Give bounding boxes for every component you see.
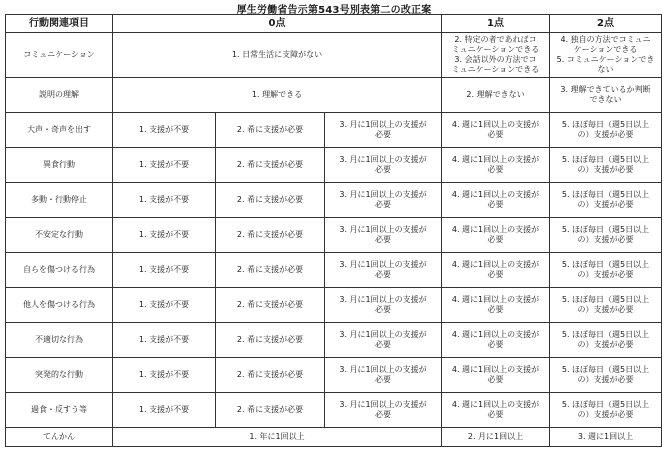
cell-score-1: 1. 支援が不要: [113, 113, 216, 148]
cell-score-4: 4. 週に1回以上の支援が 必要: [442, 183, 550, 218]
cell-score-1: 1. 支援が不要: [113, 218, 216, 253]
cell-score-2: 2. 希に支援が必要: [216, 323, 325, 358]
row-pica: [6, 148, 662, 183]
cell-score-2: 2. 希に支援が必要: [216, 218, 325, 253]
row-unstable-behavior: [6, 218, 662, 253]
row-label: 他人を傷つける行為: [6, 288, 113, 323]
cell-score-1: 1. 支援が不要: [113, 148, 216, 183]
row-hyperactivity: [6, 183, 662, 218]
cell-one: 2. 月に1回以上: [442, 428, 550, 447]
cell-score-1: 1. 支援が不要: [113, 358, 216, 393]
row-label: 大声・奇声を出す: [6, 113, 113, 148]
cell-score-2: 2. 希に支援が必要: [216, 148, 325, 183]
row-label: 不安定な行動: [6, 218, 113, 253]
row-overeating: [6, 393, 662, 428]
row-epilepsy: [6, 428, 662, 447]
cell-score-3: 3. 月に1回以上の支援が 必要: [325, 288, 442, 323]
cell-score-4: 4. 週に1回以上の支援が 必要: [442, 253, 550, 288]
row-harm-others: [6, 288, 662, 323]
header-two-points: 2点: [550, 15, 662, 33]
cell-score-3: 3. 月に1回以上の支援が 必要: [325, 393, 442, 428]
row-inappropriate-acts: [6, 323, 662, 358]
cell-score-4: 4. 週に1回以上の支援が 必要: [442, 393, 550, 428]
cell-zero: 1. 年に1回以上: [113, 428, 442, 447]
cell-score-4: 4. 週に1回以上の支援が 必要: [442, 148, 550, 183]
row-label: 異食行動: [6, 148, 113, 183]
cell-score-5: 5. ほぼ毎日（週5日以上 の）支援が必要: [550, 393, 662, 428]
cell-score-5: 5. ほぼ毎日（週5日以上 の）支援が必要: [550, 218, 662, 253]
cell-score-4: 4. 週に1回以上の支援が 必要: [442, 358, 550, 393]
cell-score-2: 2. 希に支援が必要: [216, 358, 325, 393]
row-loud-voice: [6, 113, 662, 148]
row-label: 自らを傷つける行為: [6, 253, 113, 288]
cell-one: 2. 特定の者であればコ ミュニケーションできる 3. 会話以外の方法でコ ミュニケーションできる: [442, 33, 550, 78]
cell-two: 3. 週に1回以上: [550, 428, 662, 447]
cell-score-5: 5. ほぼ毎日（週5日以上 の）支援が必要: [550, 183, 662, 218]
row-label: 突発的な行動: [6, 358, 113, 393]
cell-score-1: 1. 支援が不要: [113, 253, 216, 288]
cell-score-5: 5. ほぼ毎日（週5日以上 の）支援が必要: [550, 148, 662, 183]
cell-score-3: 3. 月に1回以上の支援が 必要: [325, 253, 442, 288]
cell-score-1: 1. 支援が不要: [113, 288, 216, 323]
row-understanding: [6, 78, 662, 113]
row-label: コミュニケーション: [6, 33, 113, 78]
scoring-table: [5, 14, 662, 447]
header-zero-points: 0点: [113, 15, 442, 33]
row-label: 不適切な行為: [6, 323, 113, 358]
cell-score-3: 3. 月に1回以上の支援が 必要: [325, 358, 442, 393]
cell-one: 2. 理解できない: [442, 78, 550, 113]
cell-score-5: 5. ほぼ毎日（週5日以上 の）支援が必要: [550, 323, 662, 358]
header-row: [6, 15, 662, 33]
cell-score-1: 1. 支援が不要: [113, 393, 216, 428]
cell-score-2: 2. 希に支援が必要: [216, 183, 325, 218]
cell-two: 3. 理解できているか判断 できない: [550, 78, 662, 113]
cell-zero: 1. 日常生活に支障がない: [113, 33, 442, 78]
cell-score-5: 5. ほぼ毎日（週5日以上 の）支援が必要: [550, 358, 662, 393]
cell-score-4: 4. 週に1回以上の支援が 必要: [442, 323, 550, 358]
row-label: 多動・行動停止: [6, 183, 113, 218]
cell-score-5: 5. ほぼ毎日（週5日以上 の）支援が必要: [550, 288, 662, 323]
row-label: 説明の理解: [6, 78, 113, 113]
cell-score-4: 4. 週に1回以上の支援が 必要: [442, 113, 550, 148]
cell-score-3: 3. 月に1回以上の支援が 必要: [325, 113, 442, 148]
document-title: 厚生労働省告示第543号別表第二の改正案: [236, 5, 432, 16]
cell-score-1: 1. 支援が不要: [113, 183, 216, 218]
cell-score-4: 4. 週に1回以上の支援が 必要: [442, 218, 550, 253]
row-sudden-behavior: [6, 358, 662, 393]
header-one-point: 1点: [442, 15, 550, 33]
row-label: てんかん: [6, 428, 113, 447]
cell-score-3: 3. 月に1回以上の支援が 必要: [325, 183, 442, 218]
row-label: 過食・反すう等: [6, 393, 113, 428]
cell-score-2: 2. 希に支援が必要: [216, 393, 325, 428]
cell-score-2: 2. 希に支援が必要: [216, 288, 325, 323]
cell-score-1: 1. 支援が不要: [113, 323, 216, 358]
cell-score-5: 5. ほぼ毎日（週5日以上 の）支援が必要: [550, 253, 662, 288]
row-self-injury: [6, 253, 662, 288]
cell-score-3: 3. 月に1回以上の支援が 必要: [325, 148, 442, 183]
header-item: 行動関連項目: [6, 15, 113, 33]
row-communication: [6, 33, 662, 78]
cell-score-3: 3. 月に1回以上の支援が 必要: [325, 323, 442, 358]
cell-zero: 1. 理解できる: [113, 78, 442, 113]
cell-score-4: 4. 週に1回以上の支援が 必要: [442, 288, 550, 323]
cell-score-2: 2. 希に支援が必要: [216, 113, 325, 148]
cell-score-5: 5. ほぼ毎日（週5日以上 の）支援が必要: [550, 113, 662, 148]
cell-score-2: 2. 希に支援が必要: [216, 253, 325, 288]
cell-two: 4. 独自の方法でコミュニ ケーションできる 5. コミュニケーションでき ない: [550, 33, 662, 78]
cell-score-3: 3. 月に1回以上の支援が 必要: [325, 218, 442, 253]
